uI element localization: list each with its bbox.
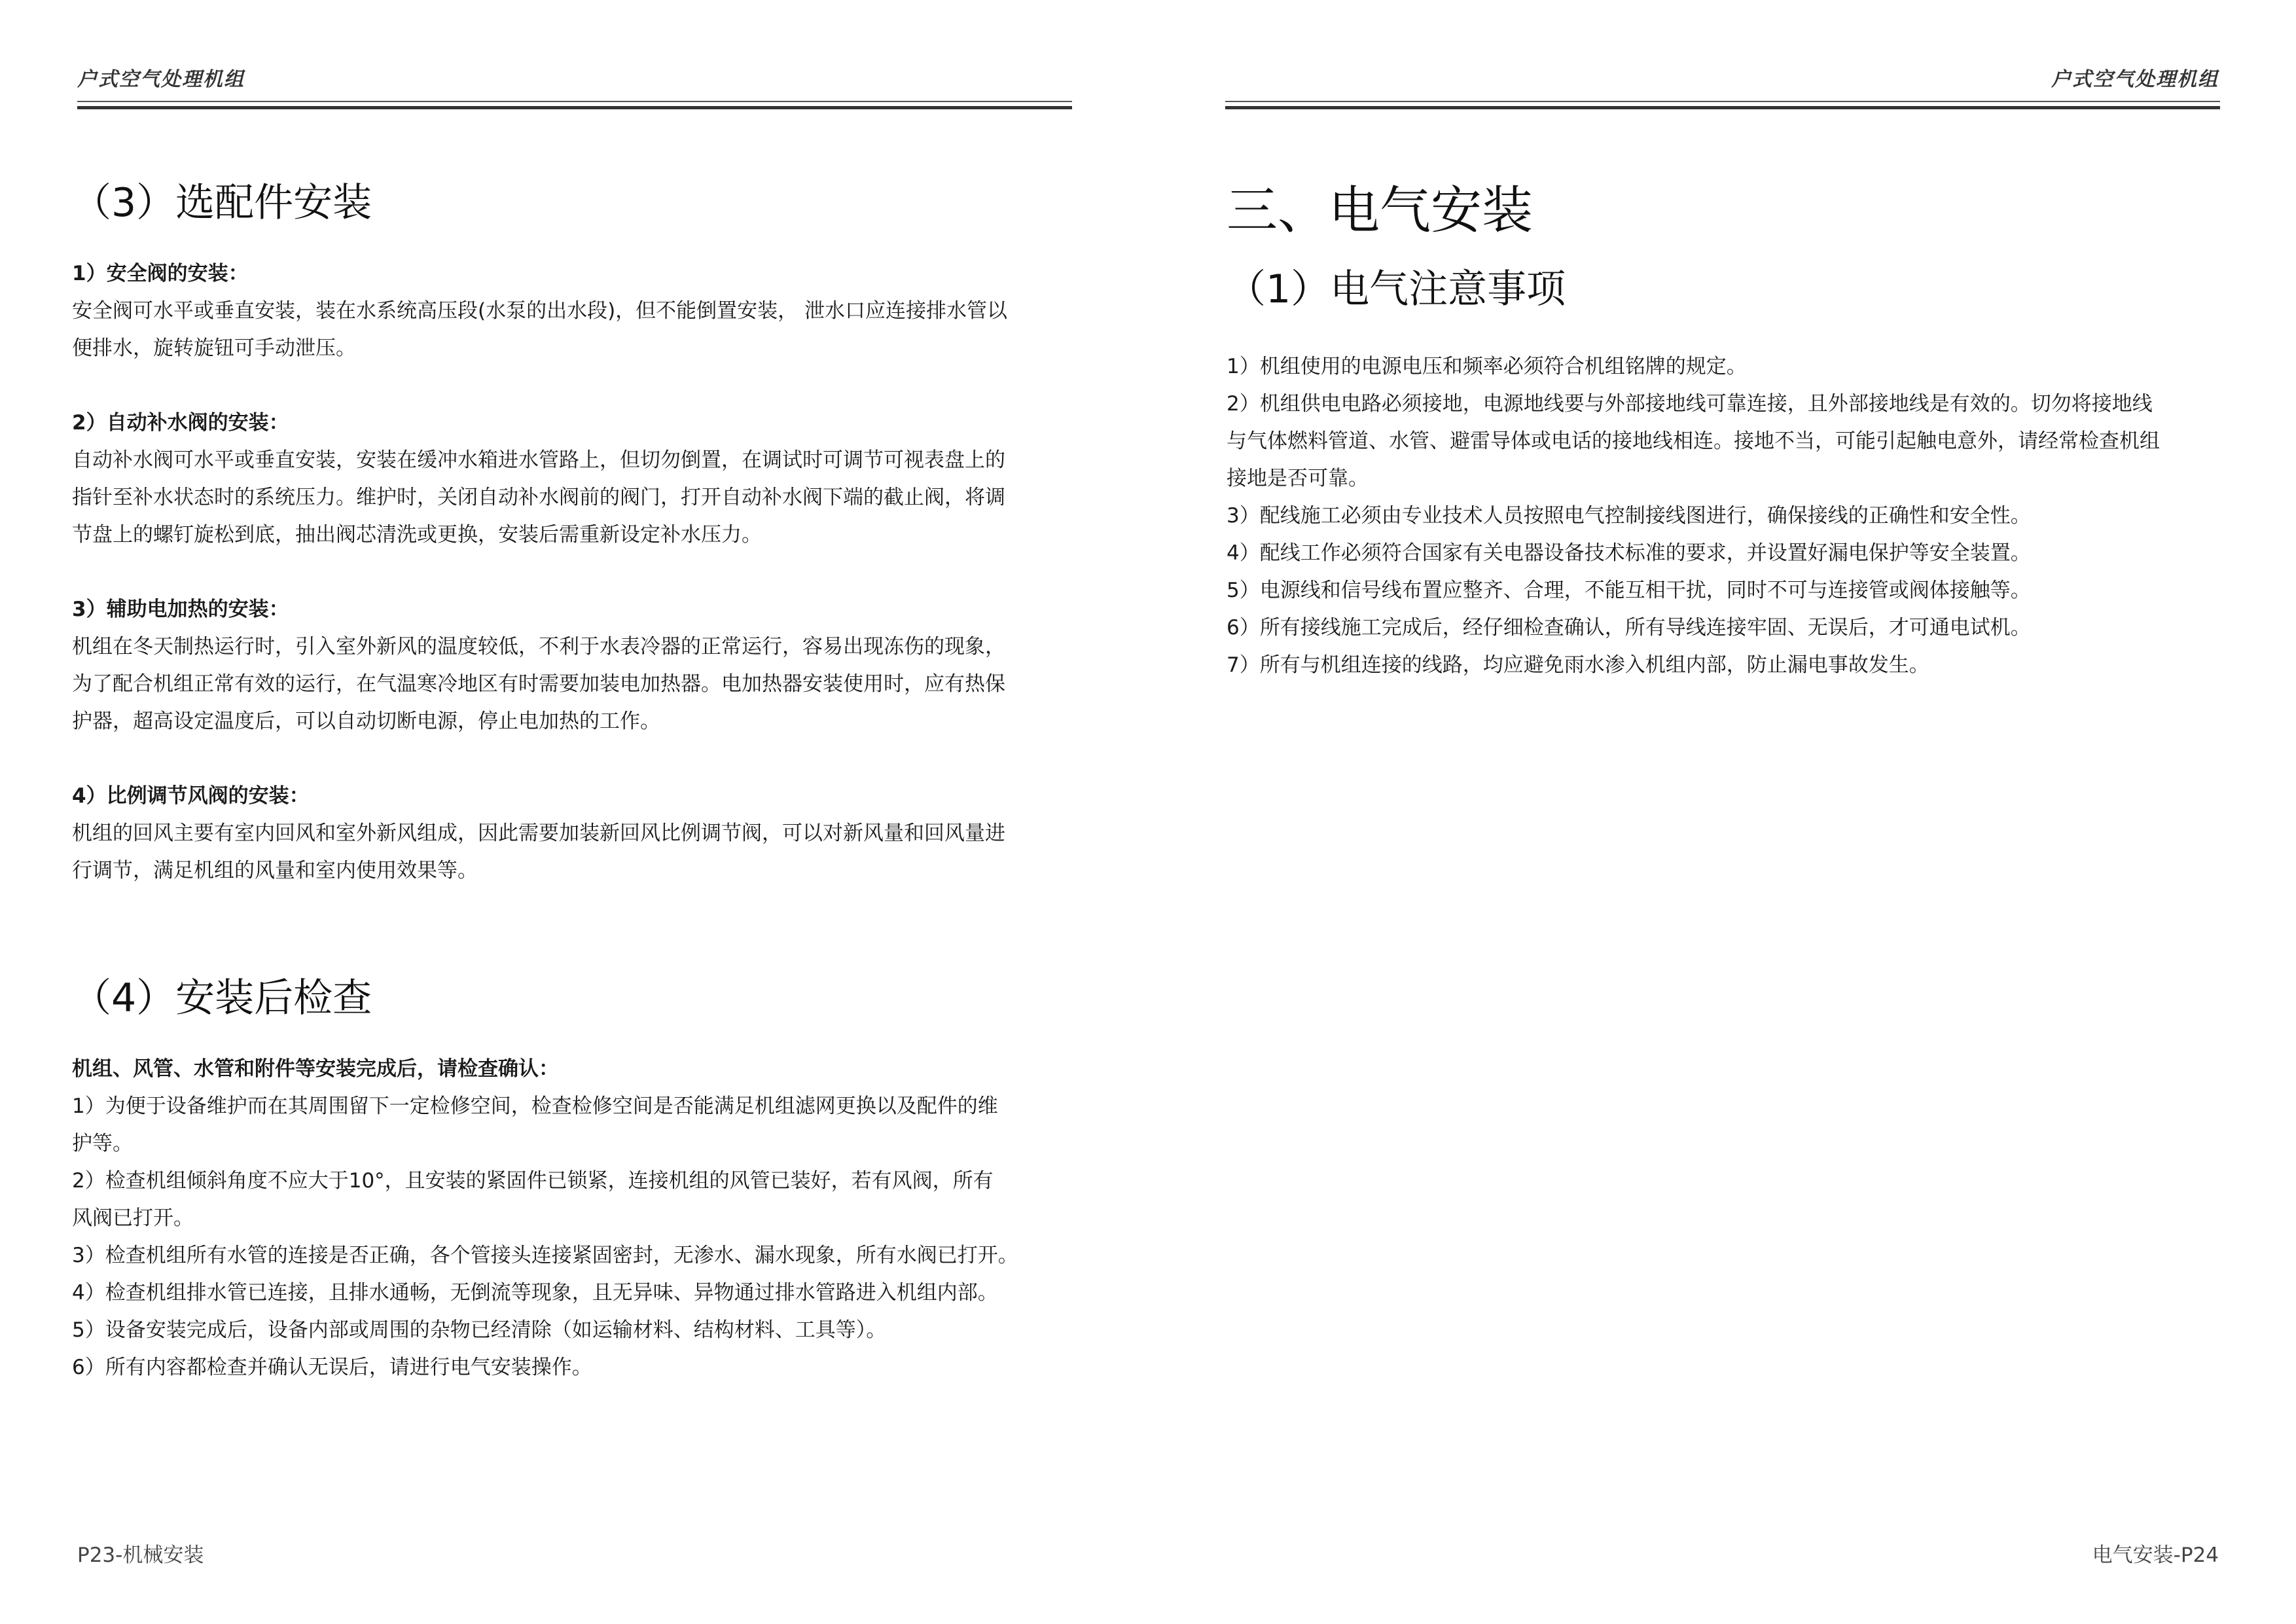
item-text: 安全阀可水平或垂直安装，装在水系统高压段(水泵的出水段)，但不能倒置安装， 泄水口应连接排水管以 <box>72 299 1008 323</box>
note-line: 6）所有接线施工完成后，经仔细检查确认，所有导线连接牢固、无误后，才可通电试机。 <box>1227 616 2031 640</box>
item-text: 机组在冬天制热运行时，引入室外新风的温度较低，不利于水表冷器的正常运行，容易出现冻伤的现象， <box>72 635 1005 659</box>
note-line: 4）配线工作必须符合国家有关电器设备技术标准的要求，并设置好漏电保护等安全装置。 <box>1227 541 2031 565</box>
electrical-notes-list <box>1227 348 2234 684</box>
header-rule-thin <box>77 101 1072 102</box>
section-title-electrical-notes: （1）电气注意事项 <box>1227 266 1566 312</box>
header-rule-thin <box>1225 101 2220 102</box>
checklist-line: 2）检查机组倾斜角度不应大于10°，且安装的紧固件已锁紧，连接机组的风管已装好，若有风阀，所有 <box>72 1169 994 1193</box>
item-heading: 4）比例调节风阀的安装： <box>72 784 310 808</box>
header-rule-thick <box>77 106 1072 109</box>
checklist-line: 1）为便于设备维护而在其周围留下一定检修空间，检查检修空间是否能满足机组滤网更换以及配件的维 <box>72 1094 998 1118</box>
note-line: 5）电源线和信号线布置应整齐、合理，不能互相干扰，同时不可与连接管或阀体接触等。 <box>1227 579 2031 602</box>
note-line: 3）配线施工必须由专业技术人员按照电气控制接线图进行，确保接线的正确性和安全性。 <box>1227 504 2031 528</box>
note-line: 1）机组使用的电源电压和频率必须符合机组铭牌的规定。 <box>1227 355 1747 378</box>
checklist-line: 5）设备安装完成后，设备内部或周围的杂物已经清除（如运输材料、结构材料、工具等）。 <box>72 1318 887 1342</box>
item-electric-heater <box>72 591 1080 740</box>
page-footer-right: 电气安装-P24 <box>2092 1543 2219 1567</box>
post-install-checklist <box>72 1051 1080 1386</box>
note-line: 接地是否可靠。 <box>1227 467 1369 490</box>
item-text: 为了配合机组正常有效的运行，在气温寒冷地区有时需要加装电加热器。电加热器安装使用时，应有热保 <box>72 672 1005 696</box>
running-header-left: 户式空气处理机组 <box>77 68 245 91</box>
item-proportional-damper <box>72 778 1080 890</box>
item-heading: 2）自动补水阀的安装： <box>72 411 289 435</box>
chapter-title: 三、电气安装 <box>1227 181 1534 240</box>
item-heading: 3）辅助电加热的安装： <box>72 598 289 621</box>
item-text: 便排水，旋转旋钮可手动泄压。 <box>72 336 356 360</box>
item-safety-valve <box>72 255 1080 367</box>
right-page <box>1148 0 2296 1624</box>
checklist-intro: 机组、风管、水管和附件等安装完成后，请检查确认： <box>72 1057 559 1081</box>
running-header-right: 户式空气处理机组 <box>2051 68 2219 91</box>
note-line: 2）机组供电电路必须接地，电源地线要与外部接地线可靠连接，且外部接地线是有效的。切勿将接地线 <box>1227 392 2153 416</box>
section-title-optional-parts: （3）选配件安装 <box>72 180 372 226</box>
checklist-line: 风阀已打开。 <box>72 1206 194 1230</box>
item-auto-fill-valve <box>72 405 1080 554</box>
note-line: 7）所有与机组连接的线路，均应避免雨水渗入机组内部，防止漏电事故发生。 <box>1227 653 1929 677</box>
item-heading: 1）安全阀的安装： <box>72 262 249 285</box>
checklist-line: 护等。 <box>72 1132 133 1155</box>
section-title-post-install-check: （4）安装后检查 <box>72 975 372 1021</box>
checklist-line: 6）所有内容都检查并确认无误后，请进行电气安装操作。 <box>72 1356 592 1379</box>
checklist-line: 3）检查机组所有水管的连接是否正确，各个管接头连接紧固密封，无渗水、漏水现象，所有水阀已打开。 <box>72 1244 1018 1267</box>
right-content <box>1227 178 2234 684</box>
item-text: 机组的回风主要有室内回风和室外新风组成，因此需要加装新回风比例调节阀，可以对新风量和回风量进 <box>72 821 1005 845</box>
note-line: 与气体燃料管道、水管、避雷导体或电话的接地线相连。接地不当，可能引起触电意外，请经常检查机组 <box>1227 429 2160 453</box>
item-text: 行调节，满足机组的风量和室内使用效果等。 <box>72 859 478 882</box>
page-footer-left: P23-机械安装 <box>77 1543 204 1567</box>
header-rule-thick <box>1225 106 2220 109</box>
checklist-line: 4）检查机组排水管已连接，且排水通畅，无倒流等现象，且无异味、异物通过排水管路进入机组内部。 <box>72 1281 998 1305</box>
item-text: 护器，超高设定温度后，可以自动切断电源，停止电加热的工作。 <box>72 710 660 733</box>
item-text: 指针至补水状态时的系统压力。维护时，关闭自动补水阀前的阀门，打开自动补水阀下端的截止阀，将调 <box>72 486 1005 509</box>
item-text: 自动补水阀可水平或垂直安装，安装在缓冲水箱进水管路上，但切勿倒置，在调试时可调节可视表盘上的 <box>72 448 1005 472</box>
left-content <box>72 177 1080 1386</box>
item-text: 节盘上的螺钉旋松到底，抽出阀芯清洗或更换，安装后需重新设定补水压力。 <box>72 523 762 547</box>
